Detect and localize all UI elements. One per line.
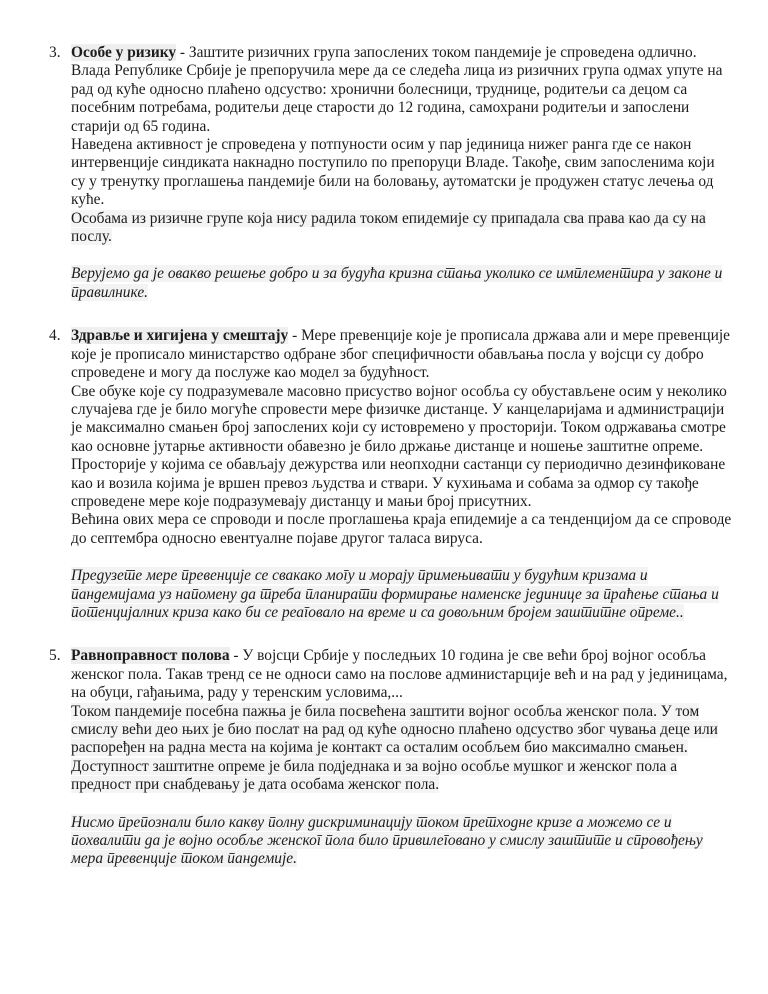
paragraph <box>71 511 732 548</box>
conclusion-text: Предузете мере превенције се свакако могу и морају примењивати у будућим кризама и пандемијама уз напомену да треба планирати формирање наменске јединице за праћење стања и потенцијалних криза како би се реаговало на време и са довољним бројем заштитне опреме.. <box>71 567 719 621</box>
paragraph <box>71 136 732 210</box>
list-item-number: 3. <box>49 44 61 61</box>
paragraph-text: Током пандемије посебна пажња је била посвећена заштити војног особља женског пола. У том смислу већи део њих је био послат на рад од куће односно плаћено одсуство због чувања деце или распоређен на радна места на којима је контакт са осталим особљем био максимално смањен. Доступност заштитне опреме је била подједнака и за војно особље мушког и женског пола а предност при снабдевању је дата особама женског пола. <box>71 702 718 794</box>
list-item-3 <box>49 44 732 302</box>
heading-separator: - <box>288 327 302 345</box>
conclusion-paragraph <box>71 265 732 302</box>
paragraph <box>71 210 732 247</box>
list-item-5 <box>49 647 732 868</box>
paragraph <box>71 703 732 795</box>
list-item-number: 5. <box>49 647 61 665</box>
conclusion-paragraph <box>71 814 732 869</box>
paragraph-text: Већина ових мера се спроводи и после проглашења краја епидемије а са тенденцијом да се спроводе до септембра односно евентуалне појаве другог таласа вируса. <box>71 511 732 547</box>
lead-paragraph <box>71 327 732 382</box>
lead-paragraph <box>71 647 732 702</box>
item-heading: Здравље и хигијена у смештају <box>71 327 289 345</box>
paragraph-text: Наведена активност је спроведена у потпуности осим у пар јединица нижег ранга где се након интервенције синдиката накнадно поступило по препоруци Владе. Такође, свим запосленима који су у тренутку проглашења пандемије били на боловању, аутоматски је продужен статус лечења од куће. <box>71 136 715 209</box>
lead-text: Заштите ризичних група запослених током пандемије је спроведена одлично. Влада Републике Србије је препоручила мере да се следећа лица из ризичних група одмах упуте на рад од куће односно плаћено одсуство: хронични болесници, труднице, родитељи са децом са посебним потребама, родитељи деце старости до 12 година, самохрани родитељи и запослени старији од 65 година. <box>71 44 723 135</box>
item-heading: Равноправност полова <box>71 647 230 665</box>
list-item-body <box>71 327 732 622</box>
item-heading: Особе у ризику <box>71 44 177 61</box>
conclusion-paragraph <box>71 567 732 622</box>
heading-separator: - <box>229 647 243 665</box>
lead-paragraph <box>71 44 732 136</box>
conclusion-text: Нисмо препознали било какву полну дискриминацију током претходне кризе а можемо се и похвалити да је војно особље женског пола било привилеговано у смислу заштите и спровођењу мера превенције током пандемије. <box>71 813 703 868</box>
paragraph <box>71 383 732 512</box>
list-item-4 <box>49 327 732 622</box>
heading-separator: - <box>176 44 189 61</box>
paragraph-text: Све обуке које су подразумевале масовно присуство војног особља су обустављене осим у неколико случајева где је било могуће спровести мере физичке дистанце. У канцеларијама и администрацији је максимално смањен број запослених који су истовремено у просторији. Током одржавања смотре као основне јутарње активности обавезно је било држање дистанце и ношење заштитне опреме. Просторије у којима се обављају дежурства или неопходни састанци су периодично дезинфиковане као и возила којима је вршен превоз људства и ствари. У кухињама и собама за одмор су такође спроведене мере које подразумевају дистанцу и мањи број присутних. <box>71 382 727 510</box>
lead-text: У војсци Србије у последњих 10 година је све већи број војног особља женског пола. Такав тренд се не односи само на послове администарције већ и на рад у јединицама, на обуци, гађањима, раду у теренским условима,... <box>71 647 728 702</box>
lead-text: Мере превенције које је прописала држава али и мере превенције које је прописало министарство одбране због специфичности обављања посла у војсци су добро спроведене и могу да послуже као модел за будућност. <box>71 327 731 382</box>
paragraph-text: Особама из ризичне групе која нису радила током епидемије су припадала сва права као да су на послу. <box>71 209 706 246</box>
list-item-number: 4. <box>49 327 61 345</box>
list-item-body <box>71 44 732 302</box>
conclusion-text: Верујемо да је овакво решење добро и за будућа кризна стања уколико се имплементира у законе и правилнике. <box>71 265 723 301</box>
list-item-body <box>71 647 732 868</box>
